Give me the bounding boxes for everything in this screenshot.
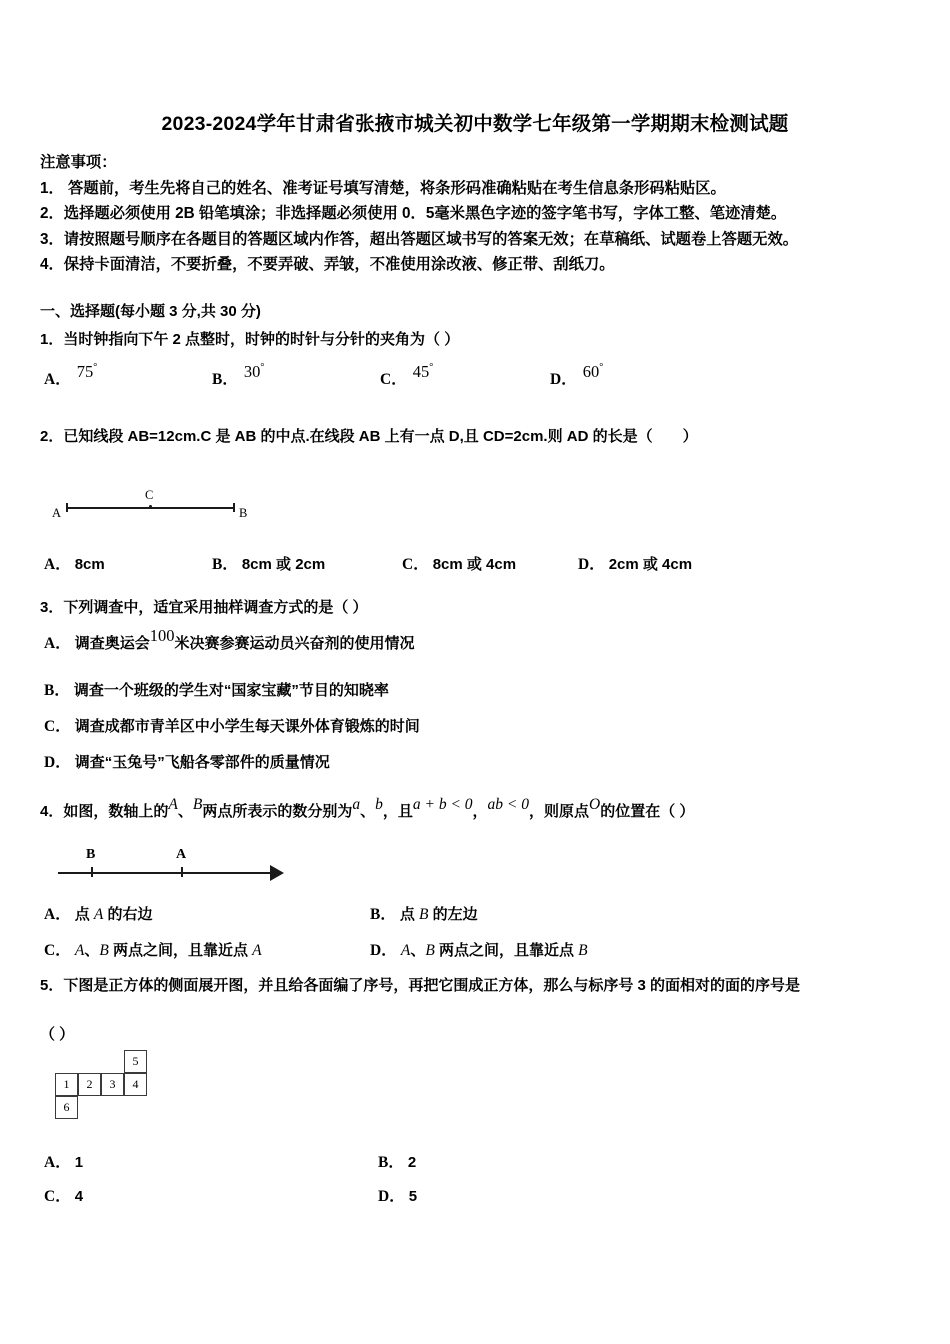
cube-net-cell-top: 5	[124, 1050, 147, 1073]
question-3-option-a[interactable]	[44, 626, 414, 653]
option-text-post: 两点之间，且靠近点	[108, 942, 253, 959]
option-label: A．	[44, 556, 71, 573]
notice-item-3: 3．请按照题号顺序在各题目的答题区域内作答，超出答题区域书写的答案无效；在草稿纸、试题卷上答题无效。	[40, 230, 799, 248]
question-2-option-d[interactable]	[578, 552, 692, 574]
separator: ，	[529, 803, 545, 820]
question-2-stem: 已知线段 AB=12cm.C 是 AB 的中点.在线段 AB 上有一点 D,且 CD=2cm.则 AD 的长是（ ）	[63, 428, 698, 445]
question-1-option-d[interactable]	[550, 362, 603, 389]
separator: 、	[84, 942, 100, 959]
question-4-stem-part-3: ，且	[382, 803, 413, 820]
cube-net-cell-1: 1	[55, 1073, 78, 1096]
cube-net-cell-bottom: 6	[55, 1096, 78, 1119]
option-text: 2cm 或 4cm	[608, 556, 693, 573]
question-4-stem-part-5: 的位置在（ ）	[600, 803, 695, 820]
question-5-number: 5．	[40, 977, 64, 994]
number-line-label-a: A	[176, 847, 187, 862]
option-text-pre: 点	[399, 906, 420, 923]
option-label: B．	[212, 556, 238, 573]
math-var-origin: O	[589, 796, 601, 813]
question-4-stem-part-2: 两点所表示的数分别为	[202, 803, 353, 820]
notice-heading: 注意事项：	[40, 154, 117, 171]
question-1-number: 1．	[40, 331, 64, 348]
question-5-option-a[interactable]	[44, 1150, 83, 1172]
option-text: 调查“玉兔号”飞船各零部件的质量情况	[74, 754, 330, 771]
question-4-stem-part-4: 则原点	[544, 803, 590, 820]
question-5-option-d[interactable]	[378, 1184, 417, 1206]
question-2-option-b[interactable]	[212, 552, 325, 574]
question-3-option-d[interactable]	[44, 750, 330, 772]
question-2	[40, 423, 930, 450]
option-text: 2	[407, 1154, 417, 1171]
question-1-option-b[interactable]	[212, 362, 264, 389]
option-text: 5	[408, 1188, 418, 1205]
math-var: A	[400, 942, 411, 959]
question-5-option-c[interactable]	[44, 1184, 83, 1206]
question-2-option-c[interactable]	[402, 552, 516, 574]
option-label: A．	[44, 1154, 71, 1171]
option-label: D．	[550, 371, 577, 388]
notice-item-2: 2．选择题必须使用 2B 铅笔填涂；非选择题必须使用 0．5毫米黑色字迹的签字笔书写，字体工整、笔迹清楚。	[40, 205, 787, 223]
question-2-options	[40, 552, 930, 582]
option-text-post: 的左边	[428, 906, 478, 923]
option-label: B．	[378, 1154, 404, 1171]
notice-item-4: 4．保持卡面清洁，不要折叠，不要弄破、弄皱，不准使用涂改液、修正带、刮纸刀。	[40, 256, 615, 274]
math-var: A	[93, 906, 104, 923]
question-4-options	[40, 902, 930, 972]
option-label: A．	[44, 635, 71, 652]
math-var: B	[425, 942, 435, 959]
option-value: 45°	[412, 362, 434, 381]
segment-label-c: C	[145, 488, 154, 502]
notice-block	[40, 150, 920, 278]
option-label: C．	[402, 556, 429, 573]
question-1-options	[40, 362, 930, 392]
number-line-label-b: B	[86, 847, 96, 862]
question-5-stem-line2: （ ）	[40, 1026, 75, 1043]
segment-left-tick	[66, 503, 68, 512]
option-label: B．	[212, 371, 238, 388]
math-var: A	[252, 942, 262, 959]
option-text: 调查成都市青羊区中小学生每天课外体育锻炼的时间	[74, 718, 420, 735]
option-label: B．	[370, 906, 396, 923]
option-text-post: 米决赛参赛运动员兴奋剂的使用情况	[174, 635, 415, 652]
option-value: 30°	[243, 362, 265, 381]
question-4-option-a[interactable]	[44, 902, 153, 924]
segment-midpoint-dot	[149, 505, 152, 508]
math-var-b: b	[375, 796, 383, 813]
option-text: 8cm 或 4cm	[432, 556, 517, 573]
question-4-option-c[interactable]	[44, 938, 262, 960]
option-text-pre: 点	[74, 906, 94, 923]
question-4	[40, 791, 930, 825]
question-5-options	[40, 1150, 930, 1220]
question-4-option-d[interactable]	[370, 938, 588, 960]
option-label: D．	[578, 556, 605, 573]
question-3-number: 3．	[40, 599, 64, 616]
option-label: C．	[44, 942, 71, 959]
question-1	[40, 326, 930, 353]
option-text-post: 两点之间，且靠近点	[434, 942, 579, 959]
math-expression-product: ab < 0	[487, 796, 530, 813]
option-text: 1	[74, 1154, 84, 1171]
question-5-option-b[interactable]	[378, 1150, 416, 1172]
option-text: 8cm 或 2cm	[241, 556, 326, 573]
cube-net-cell-2: 2	[78, 1073, 101, 1096]
math-var: B	[419, 906, 429, 923]
page-title: 2023-2024学年甘肃省张掖市城关初中数学七年级第一学期期末检测试题	[161, 113, 789, 135]
option-text: 4	[74, 1188, 84, 1205]
cube-net-cell-4: 4	[124, 1073, 147, 1096]
question-2-option-a[interactable]	[44, 552, 105, 574]
separator: 、	[177, 803, 193, 820]
cube-net-figure	[55, 1050, 195, 1130]
option-text: 调查一个班级的学生对“国家宝藏”节目的知晓率	[73, 682, 389, 699]
option-label: A．	[44, 371, 71, 388]
question-2-number: 2．	[40, 428, 64, 445]
question-3-option-c[interactable]	[44, 714, 420, 736]
option-label: D．	[378, 1188, 405, 1205]
question-3-options	[40, 626, 930, 786]
option-value: 75°	[76, 362, 98, 381]
separator: ，	[472, 803, 488, 820]
separator: 、	[360, 803, 376, 820]
number-line-tick-b	[91, 867, 93, 877]
segment-label-a: A	[52, 506, 62, 520]
segment-label-b: B	[239, 506, 248, 520]
number-line-arrow-icon	[270, 865, 284, 881]
math-var-a: a	[352, 796, 361, 813]
question-5	[40, 972, 930, 1048]
number-line-figure	[48, 845, 308, 887]
number-line-tick-a	[181, 867, 183, 877]
question-1-stem: 当时钟指向下午 2 点整时，时钟的时针与分针的夹角为（ ）	[63, 331, 460, 348]
option-label: B．	[44, 682, 70, 699]
option-text-pre: 调查奥运会	[74, 635, 150, 652]
option-label: A．	[44, 906, 71, 923]
segment-figure	[48, 486, 268, 526]
segment-right-tick	[233, 503, 235, 512]
question-3	[40, 594, 930, 621]
math-expression-sum: a + b < 0	[412, 796, 473, 813]
question-3-option-b[interactable]	[44, 678, 389, 700]
question-1-option-c[interactable]	[380, 362, 433, 389]
option-label: C．	[380, 371, 407, 388]
question-4-option-b[interactable]	[370, 902, 478, 924]
option-label: D．	[44, 754, 71, 771]
option-label: D．	[370, 942, 397, 959]
separator: 、	[410, 942, 426, 959]
question-1-option-a[interactable]	[44, 362, 97, 389]
option-label: C．	[44, 1188, 71, 1205]
option-superscript: 100	[149, 626, 175, 645]
question-3-stem: 下列调查中，适宜采用抽样调查方式的是（ ）	[63, 599, 368, 616]
option-value: 60°	[582, 362, 604, 381]
question-5-stem: 下图是正方体的侧面展开图，并且给各面编了序号，再把它围成正方体，那么与标序号 3 的面相对的面的序号是	[63, 977, 801, 994]
cube-net-cell-3: 3	[101, 1073, 124, 1096]
question-4-number: 4．	[40, 803, 64, 820]
section-heading: 一、选择题(每小题 3 分,共 30 分)	[40, 303, 261, 320]
math-var-b-upper: B	[192, 796, 203, 813]
option-text-post: 的右边	[103, 906, 153, 923]
option-label: C．	[44, 718, 71, 735]
math-var: B	[578, 942, 588, 959]
question-4-stem-part-1: 如图，数轴上的	[63, 803, 169, 820]
option-text: 8cm	[74, 556, 105, 573]
math-var: A	[74, 942, 85, 959]
math-var-a-upper: A	[168, 796, 178, 813]
notice-item-1: 1． 答题前，考生先将自己的姓名、准考证号填写清楚，将条形码准确粘贴在考生信息条形码粘贴区。	[40, 179, 726, 197]
math-var: B	[99, 942, 109, 959]
